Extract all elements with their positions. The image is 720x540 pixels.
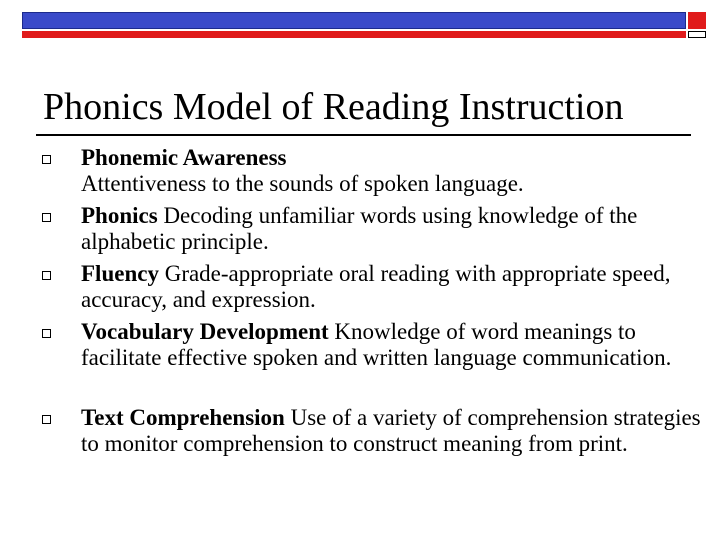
list-item-phonemic-awareness (0, 145, 720, 203)
item-text (81, 145, 706, 196)
item-text (81, 203, 706, 254)
item-description: Grade-appropriate oral reading with appropriate speed, accuracy, and expression. (81, 261, 671, 312)
header-blue-bar (22, 12, 686, 29)
item-text (81, 261, 706, 312)
square-bullet-icon (42, 271, 51, 280)
item-term: Text Comprehension (81, 405, 285, 430)
item-description: Attentiveness to the sounds of spoken language. (81, 170, 524, 196)
item-description: Use of a variety of comprehension strategies to monitor comprehension to construct meaning from print. (81, 405, 701, 456)
item-text (81, 405, 706, 456)
header-red-bar (22, 31, 686, 38)
item-term: Vocabulary Development (81, 319, 329, 344)
item-text (81, 319, 706, 370)
slide-title: Phonics Model of Reading Instruction (43, 86, 624, 128)
item-term: Phonemic Awareness (81, 145, 287, 170)
item-description: Knowledge of word meanings to facilitate effective spoken and written language communication. (81, 319, 672, 370)
square-bullet-icon (42, 415, 51, 424)
item-description: Decoding unfamiliar words using knowledge of the alphabetic principle. (81, 203, 638, 254)
item-term: Phonics (81, 203, 158, 228)
list-item-vocabulary-development (0, 319, 720, 405)
square-bullet-icon (42, 213, 51, 222)
square-bullet-icon (42, 329, 51, 338)
header-white-square (688, 31, 706, 38)
title-divider (36, 134, 691, 136)
list-item-fluency (0, 261, 720, 319)
square-bullet-icon (42, 155, 51, 164)
header-red-square (688, 12, 706, 29)
item-term: Fluency (81, 261, 159, 286)
bullet-list (0, 145, 720, 456)
list-item-phonics (0, 203, 720, 261)
list-item-text-comprehension (0, 405, 720, 456)
